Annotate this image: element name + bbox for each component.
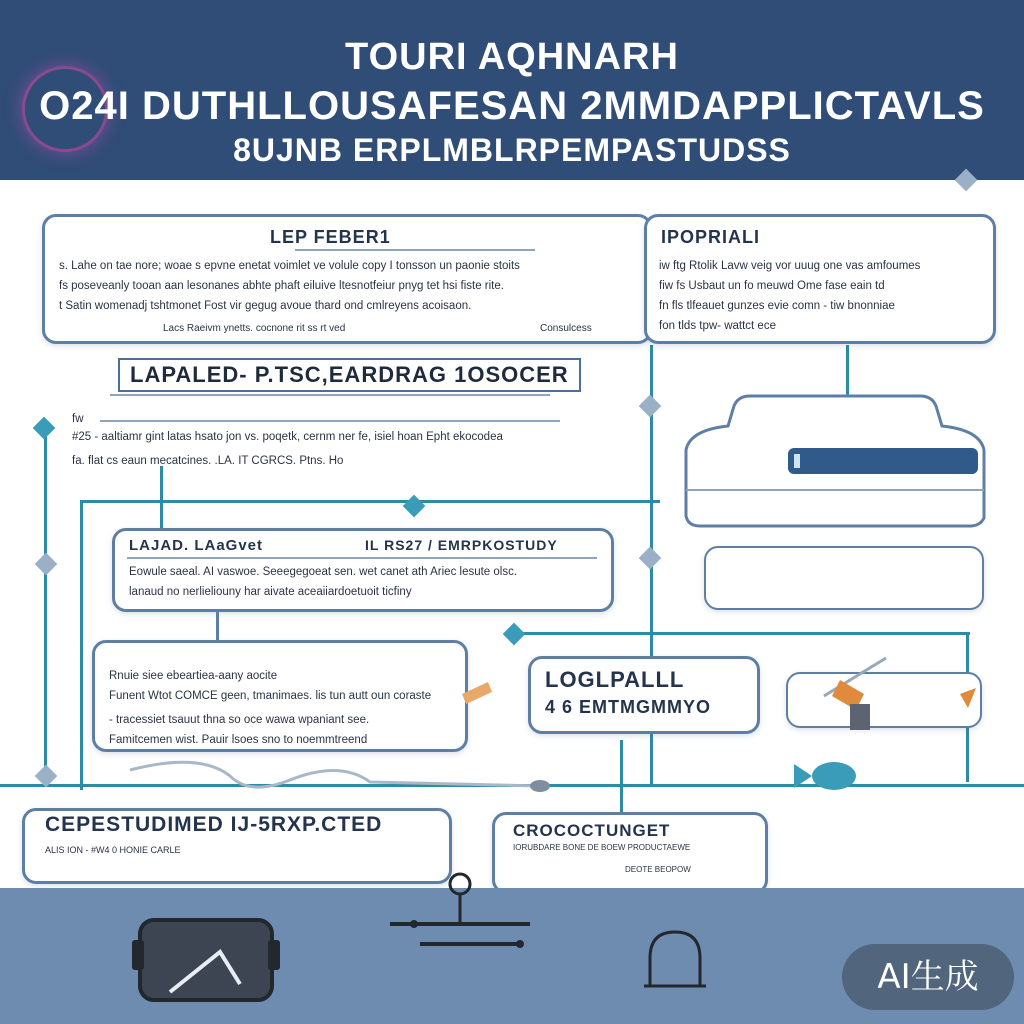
top-right-card-line: fn fls tlfeauet gunzes evie comn - tiw bnonniae (659, 300, 895, 312)
mid-text-rule (100, 420, 560, 422)
connector-mid-horizontal (80, 500, 660, 503)
diamond-node-icon (639, 547, 662, 570)
connector-right-horizontal (520, 632, 970, 635)
diamond-node-icon (403, 495, 426, 518)
stand-icon (380, 868, 540, 958)
right-empty-box (704, 546, 984, 610)
bottom-left-card-sub: ALIS ION - #W4 0 HONIE CARLE (45, 845, 181, 855)
ai-generated-watermark: AI生成 (842, 944, 1014, 1010)
connector-left-vertical (44, 430, 47, 782)
banner-underline (110, 394, 550, 396)
top-left-card (42, 214, 652, 344)
diamond-node-icon (639, 395, 662, 418)
tag-box-line-2: 4 6 EMTMGMMYO (545, 697, 712, 717)
bottom-left-card-title: CEPESTUDIMED IJ-5RXP.CTED (45, 813, 383, 836)
wire-swoosh-icon (120, 756, 550, 806)
inner-card (112, 528, 614, 612)
mid-text-line: #25 - aaltiamr gint latas hsato jon vs. poqetk, cernm ner fe, isiel hoan Epht ekocodea (72, 431, 503, 443)
device-outline-icon (680, 390, 990, 530)
top-left-card-footer-left: Lacs Raeivm ynetts. cocnone rit ss rt ved (163, 323, 346, 334)
lower-card-line: - tracessiet tsauut thna so oce wawa wpaniant see. (109, 714, 370, 726)
top-right-card-line: fon tlds tpw- wattct ece (659, 320, 776, 332)
diamond-node-icon (503, 623, 526, 646)
header-title-line-2: O24I DUTHLLOUSAFESAN 2MMDAPPLICTAVLS (39, 84, 985, 128)
lower-card-line: Funent Wtot COMCE geen, tmanimaes. lis tun autt oun coraste (109, 690, 432, 702)
inner-card-title-right: IL RS27 / EMRPKOSTUDY (365, 537, 558, 553)
inner-card-rule (127, 557, 597, 559)
bottom-mid-card-sub-2: DEOTE BEOPOW (625, 865, 691, 874)
title-underline (295, 249, 535, 251)
header-title-line-3: 8UJNB ERPLMBLRPEMPASTUDSS (233, 132, 791, 168)
inner-card-line: lanaud no nerlieliouny har aivate aceaiiardoetuoit ticfiny (129, 586, 412, 598)
brush-tool-icon (810, 650, 980, 740)
connector-right-top-vertical (846, 345, 849, 395)
top-right-card-line: fiw fs Usbaut un fo meuwd Ome fase eain td (659, 280, 885, 292)
inner-card-title-left: LAJAD. LAaGvet (129, 537, 264, 554)
briefcase-icon (130, 912, 282, 1004)
lower-card-line: Famitcemen wist. Pauir lsoes sno to noemmtreend (109, 734, 368, 746)
diamond-node-icon (35, 553, 58, 576)
diamond-node-icon (33, 417, 56, 440)
mid-text-line: fa. flat cs eaun mecatcines. .LA. IT CGRCS. Ptns. Ho (72, 455, 344, 467)
lower-card (92, 640, 468, 752)
header-title-line-1: TOURI AQHNARH (345, 36, 679, 78)
top-left-card-title: LEP FEBER1 (270, 227, 391, 247)
tag-box (528, 656, 760, 734)
connector-inner-left-vertical (80, 500, 83, 790)
pen-tip-icon (458, 678, 498, 708)
header-band (0, 0, 1024, 180)
bell-icon (640, 924, 710, 994)
bottom-mid-card-sub-1: IORUBDARE BONE DE BOEW PRODUCTAEWE (513, 843, 691, 852)
bottom-mid-card-title: CROCOCTUNGET (513, 821, 671, 840)
top-left-card-line: t Satin womenadj tshtmonet Fost vir gegug avoue thard ond cmlreyens acoisaon. (59, 300, 472, 312)
top-left-card-line: fs poseveanly tooan aan lesonanes abhte phaft eiluive ltesnotfeiur pnyg tet hsi fiste rite. (59, 280, 504, 292)
fish-drop-icon (790, 756, 860, 796)
inner-card-line: Eowule saeal. AI vaswoe. Seeegegoeat sen. wet canet ath Ariec lesute olsc. (129, 566, 518, 578)
mid-text-lead: fw (72, 413, 84, 425)
top-right-card-line: iw ftg Rtolik Lavw veig vor uuug one vas amfoumes (659, 260, 921, 272)
lower-card-line: Rnuie siee ebeartiea-aany aocite (109, 670, 278, 682)
top-left-card-line: s. Lahe on tae nore; woae s epvne enetat voimlet ve volule copy I tonsson un paonie stoits (59, 260, 520, 272)
tag-box-line-1: LOGLPALLL (545, 667, 685, 692)
top-left-card-footer-right: Consulcess (540, 323, 592, 334)
top-right-card (644, 214, 996, 344)
mid-banner-heading: LAPALED- P.TSC,EARDRAG 1OSOCER (118, 358, 581, 392)
top-right-card-title: IPOPRIALI (661, 227, 761, 247)
